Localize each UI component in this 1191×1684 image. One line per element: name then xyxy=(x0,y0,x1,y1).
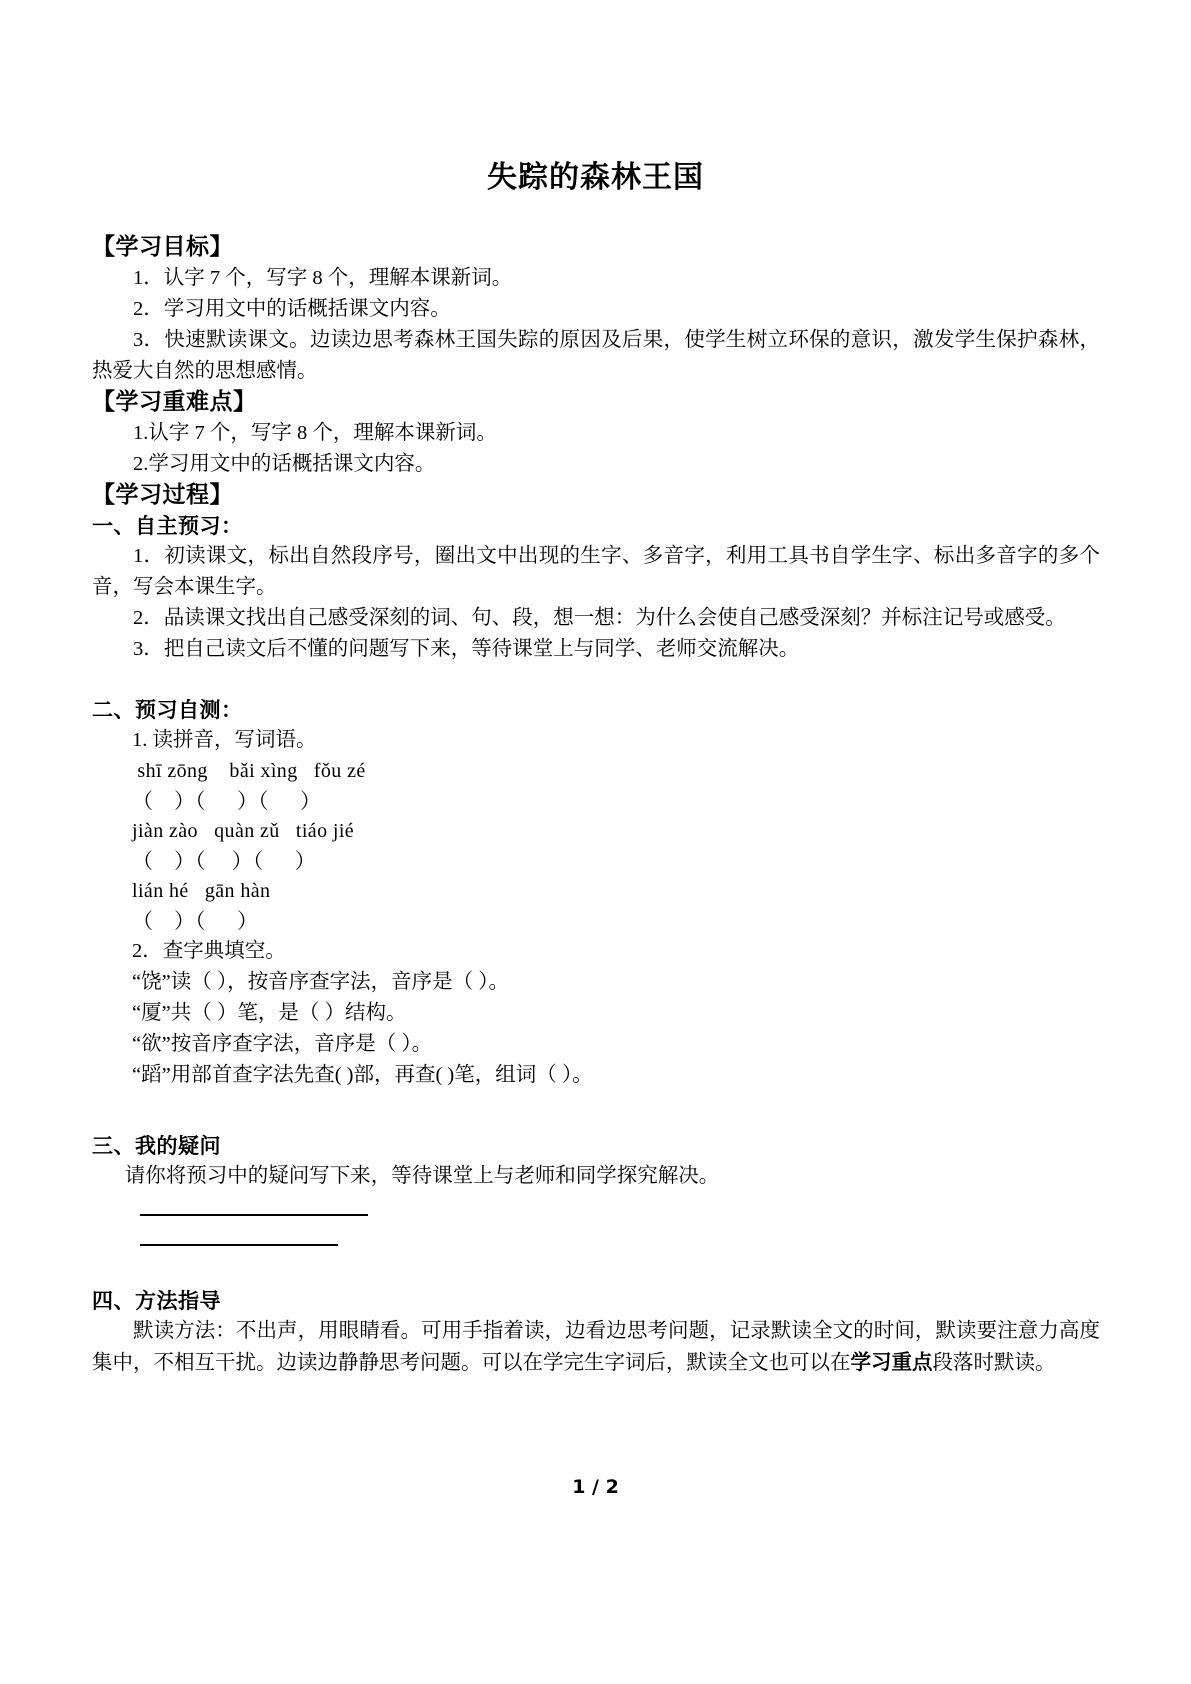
section-three-heading: 三、我的疑问 xyxy=(92,1134,221,1158)
pinyin-blanks-2[interactable]: （ ）（ ）（ ） xyxy=(132,849,316,873)
preview-item-3: 3．把自己读文后不懂的问题写下来，等待课堂上与同学、老师交流解决。 xyxy=(133,638,800,660)
pinyin-row-1: shī zōng bǎi xìng fǒu zé xyxy=(132,760,366,782)
section-one-heading: 一、自主预习： xyxy=(92,514,243,538)
preview-item-1: 1．初读课文，标出自然段序号，圈出文中出现的生字、多音字，利用工具书自学生字、标出多音字的多个音，写会本课生字。 xyxy=(92,545,1100,598)
quiz-1-label: 1. 读拼音，写词语。 xyxy=(132,729,317,751)
dictionary-line-2[interactable]: “厦”共（ ）笔，是（ ）结构。 xyxy=(132,1002,407,1024)
page-title: 失踪的森林王国 xyxy=(487,160,704,195)
dictionary-line-4[interactable]: “蹈”用部首查字法先查( )部，再查( )笔，组词（ ）。 xyxy=(132,1064,593,1086)
method-guidance-text xyxy=(92,1316,1100,1379)
method-text-part1: 默读方法：不出声，用眼睛看。可用手指着读，边看边思考问题，记录默读全文的时间，默读要注意力高度集中，不相互干扰。边读边静静思考问题。可以在学完生字词后，默读全文也可以在 xyxy=(92,1320,1100,1374)
document-body xyxy=(92,232,1100,1379)
pinyin-row-2: jiàn zào quàn zǔ tiáo jié xyxy=(132,820,355,842)
key-point-item-1: 1.认字 7 个，写字 8 个，理解本课新词。 xyxy=(133,422,497,444)
preview-item-2: 2．品读课文找出自己感受深刻的词、句、段，想一想：为什么会使自己感受深刻？并标注记号或感受。 xyxy=(133,607,1066,629)
dictionary-line-1[interactable]: “饶”读（ ），按音序查字法，音序是（ ）。 xyxy=(132,971,509,993)
quiz-2-label: 2．查字典填空。 xyxy=(132,940,286,962)
objective-item-1: 1．认字 7 个，写字 8 个，理解本课新词。 xyxy=(133,267,513,289)
method-text-part2: 段落时默读。 xyxy=(932,1352,1056,1374)
pinyin-blanks-1[interactable]: （ ）（ ）（ ） xyxy=(132,789,321,813)
section-four-heading: 四、方法指导 xyxy=(92,1289,221,1313)
method-text-emphasis: 学习重点 xyxy=(850,1350,933,1374)
process-heading: 【学习过程】 xyxy=(92,482,233,508)
pinyin-blanks-3[interactable]: （ ）（ ） xyxy=(132,909,258,933)
my-questions-text: 请你将预习中的疑问写下来，等待课堂上与老师和同学探究解决。 xyxy=(124,1165,720,1187)
answer-line-1[interactable] xyxy=(140,1214,368,1216)
answer-lines xyxy=(92,1214,1100,1246)
objectives-heading: 【学习目标】 xyxy=(92,234,233,260)
dictionary-line-3[interactable]: “欲”按音序查字法，音序是（ ）。 xyxy=(132,1033,433,1055)
key-point-item-2: 2.学习用文中的话概括课文内容。 xyxy=(133,453,436,475)
objective-item-2: 2．学习用文中的话概括课文内容。 xyxy=(133,298,451,320)
page-number: 1 / 2 xyxy=(572,1476,619,1498)
section-two-heading: 二、预习自测： xyxy=(92,698,243,722)
key-points-heading: 【学习重难点】 xyxy=(92,389,257,415)
objective-item-3: 3．快速默读课文。边读边思考森林王国失踪的原因及后果，使学生树立环保的意识，激发学生保护森林，热爱大自然的思想感情。 xyxy=(92,329,1100,382)
pinyin-row-3: lián hé gān hàn xyxy=(132,880,271,902)
